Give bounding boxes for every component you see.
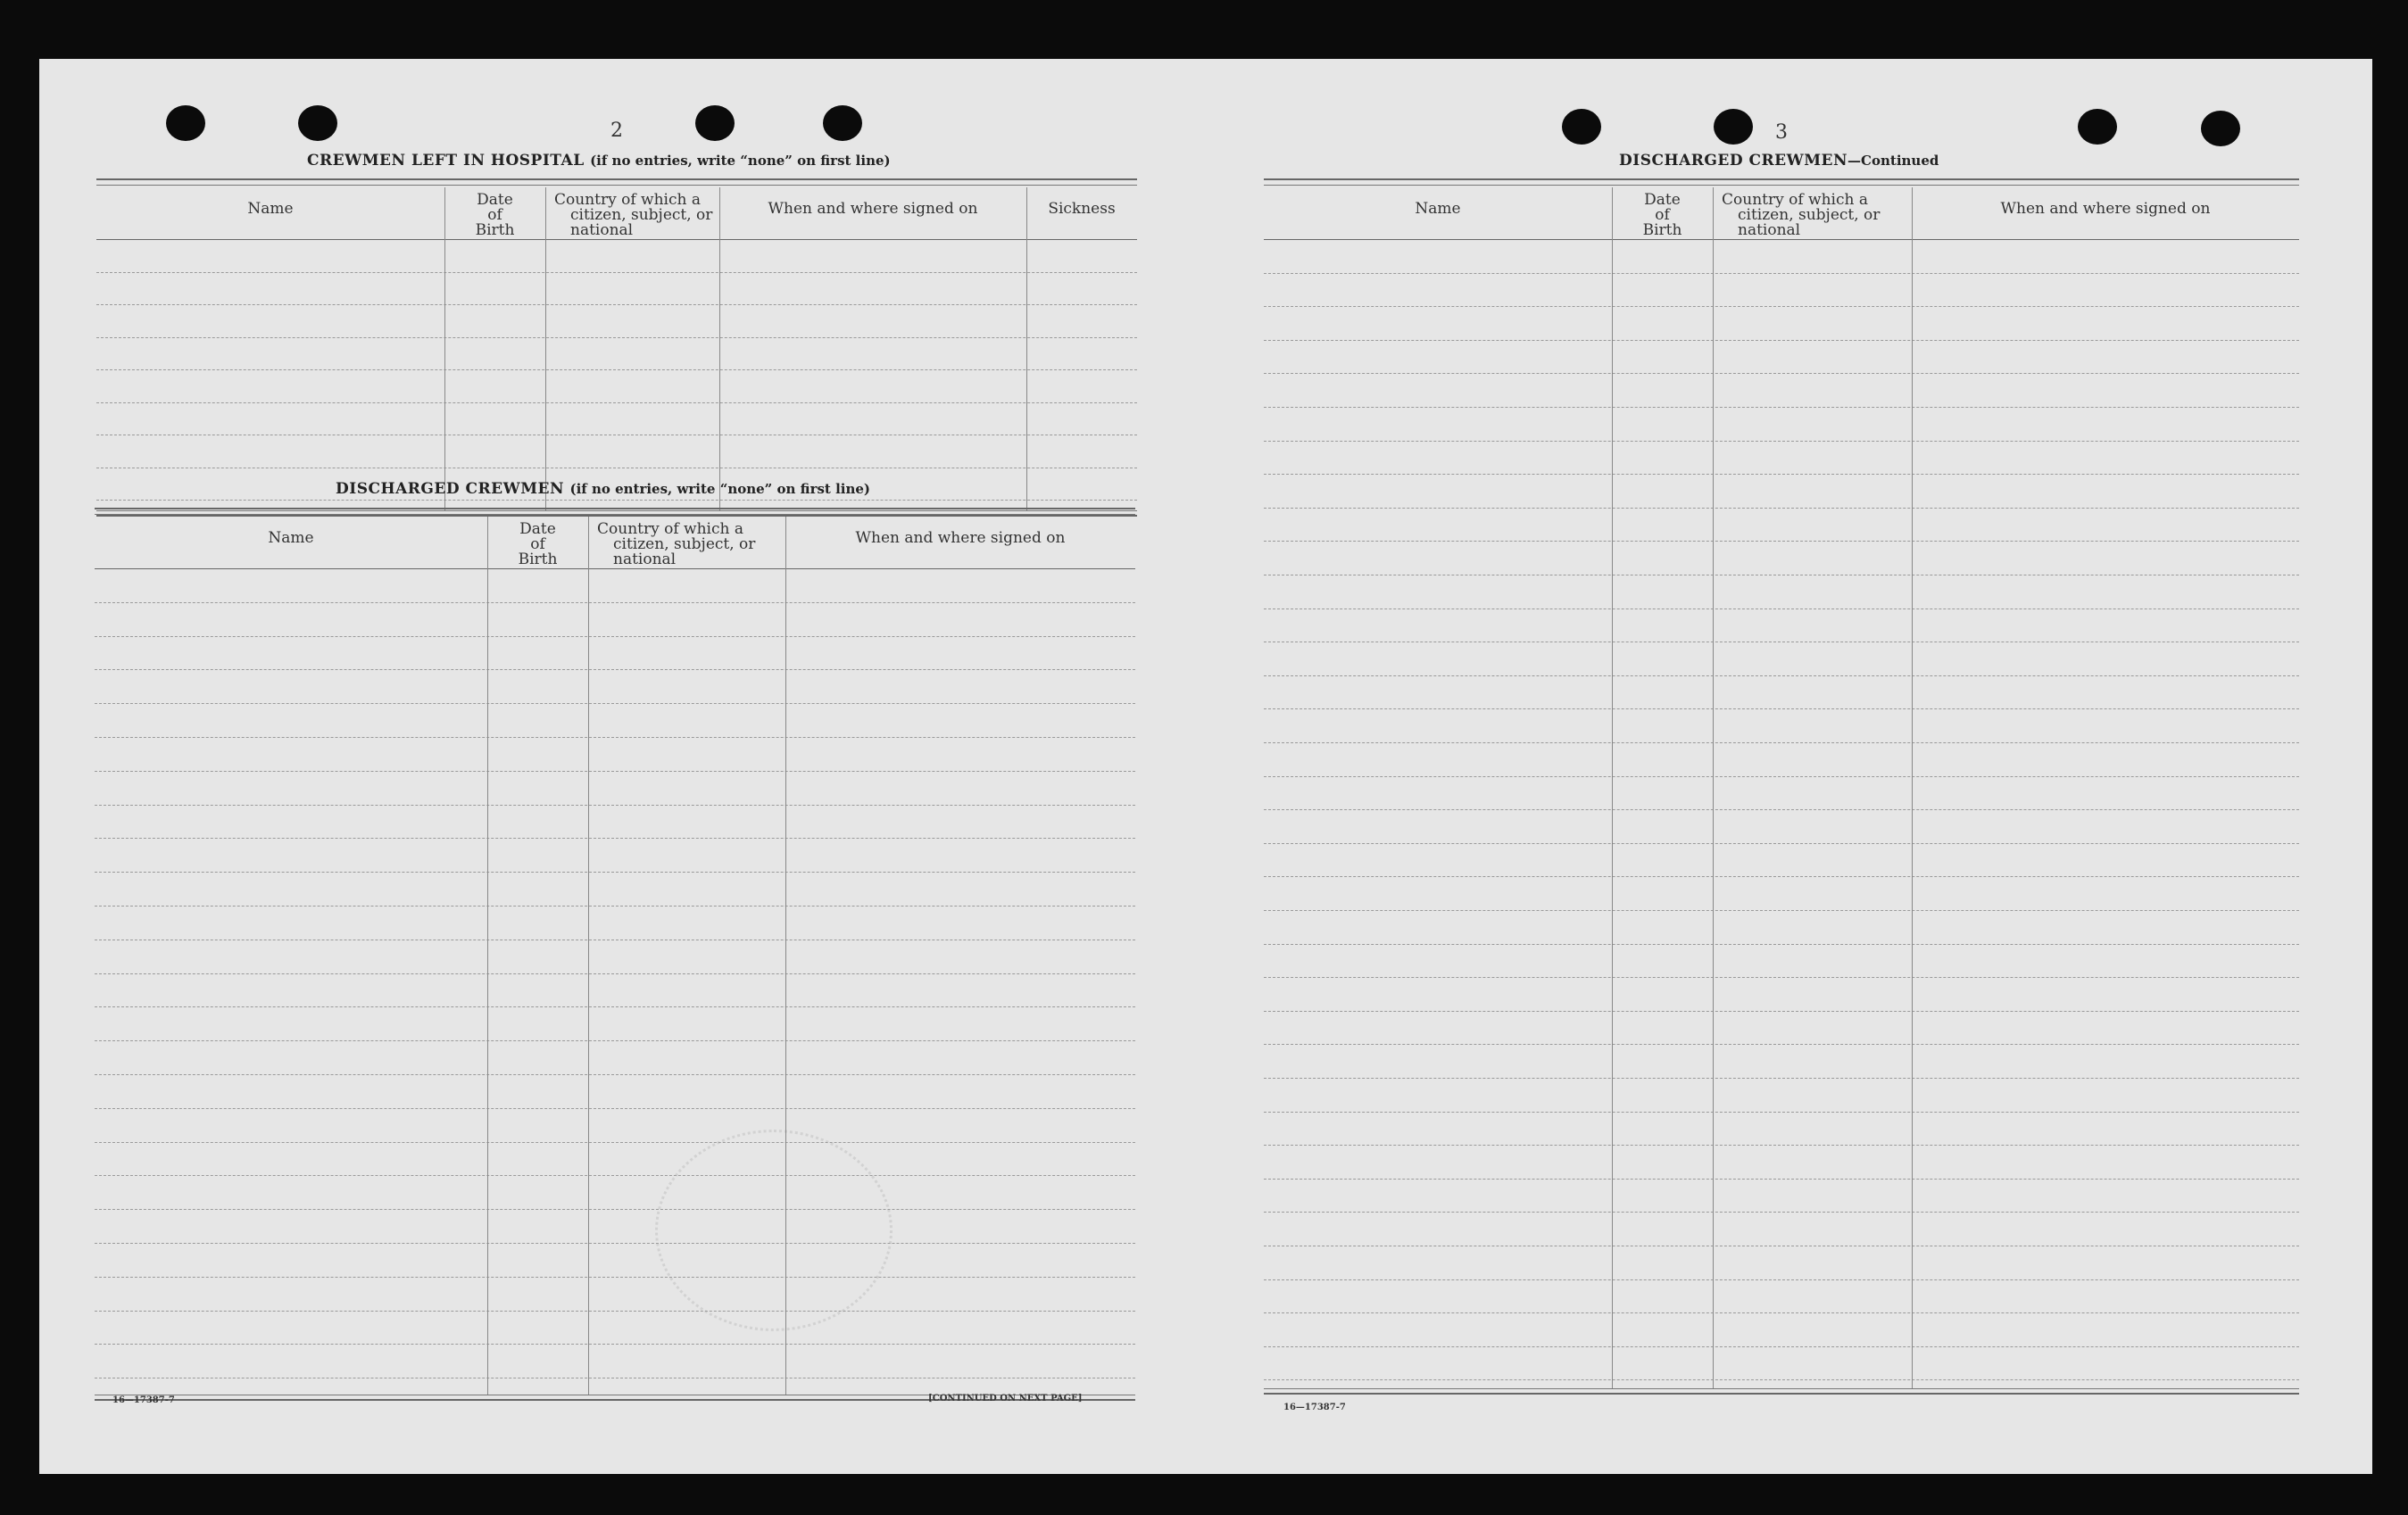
table-row [96,500,1137,501]
header-rule [1264,239,2299,240]
table-row [95,1074,1135,1075]
discharged-continued-suffix: —Continued [1848,153,1939,169]
signed-on-column-header: When and where signed on [2000,200,2211,218]
table-row [95,1277,1135,1278]
table-row [1264,608,2299,609]
column-divider [1026,187,1027,510]
country-column-header: Country of which a citizen, subject, or national [1722,191,1881,239]
table-row [95,1243,1135,1244]
date-of-birth-column-header: Date of Birth [518,520,558,568]
table-row [1264,944,2299,945]
punch-hole [166,105,205,141]
punch-hole [1714,109,1753,145]
table-row [1264,273,2299,274]
table-row [1264,1346,2299,1347]
table-row [1264,1212,2299,1213]
column-divider [1713,187,1714,1388]
table-row [95,771,1135,772]
discharged-section-title [336,480,870,498]
form-number-right: 16—17387-7 [1283,1403,1346,1412]
hospital-table [96,178,1137,516]
punch-hole [1562,109,1601,145]
punch-hole [823,105,862,141]
table-row [95,1040,1135,1041]
table-row [1264,977,2299,978]
table-row [1264,441,2299,442]
date-of-birth-column-header: Date of Birth [1642,191,1682,239]
table-row [1264,742,2299,743]
table-row [95,1209,1135,1210]
table-row [1264,708,2299,709]
table-row [96,337,1137,338]
table-row [1264,910,2299,911]
page-number-left: 2 [610,120,623,142]
signed-on-column-header: When and where signed on [855,529,1066,547]
table-row [1264,1145,2299,1146]
table-top-rule [95,508,1135,515]
punch-hole [298,105,337,141]
table-row [95,906,1135,907]
table-row [1264,306,2299,307]
punch-hole [2078,109,2117,145]
table-row [95,1175,1135,1176]
table-row [1264,1112,2299,1113]
table-row [1264,1179,2299,1180]
table-row [1264,1011,2299,1012]
discharged-continued-text: DISCHARGED CREWMEN [1619,152,1848,170]
table-row [95,1344,1135,1345]
country-column-header: Country of which a citizen, subject, or national [554,191,713,239]
signed-on-column-header: When and where signed on [768,200,978,218]
table-row [1264,1312,2299,1313]
column-divider [719,187,720,510]
table-row [95,1142,1135,1143]
table-top-rule [1264,178,2299,186]
hospital-section-title [307,152,891,170]
page-number-right: 3 [1775,121,1788,144]
table-row [95,669,1135,670]
table-row [1264,1279,2299,1280]
form-number-left: 16—17387-7 [112,1395,175,1405]
table-row [96,304,1137,305]
name-column-header: Name [247,200,294,218]
table-row [95,838,1135,839]
column-divider [1612,187,1613,1388]
table-bottom-rule [1264,1388,2299,1395]
table-row [96,272,1137,273]
table-row [95,636,1135,637]
table-row [95,1311,1135,1312]
name-column-header: Name [1415,200,1461,218]
column-divider [785,517,786,1395]
column-divider [487,517,488,1395]
table-row [1264,373,2299,374]
column-divider [588,517,589,1395]
table-row [1264,340,2299,341]
table-row [1264,508,2299,509]
punch-hole [2201,111,2240,146]
table-row [95,1006,1135,1007]
hospital-title-text: CREWMEN LEFT IN HOSPITAL [307,152,585,170]
table-row [1264,474,2299,475]
continued-note: [CONTINUED ON NEXT PAGE] [928,1394,1083,1403]
sickness-column-header: Sickness [1048,200,1116,218]
name-column-header: Name [268,529,314,547]
table-row [1264,541,2299,542]
table-row [1264,843,2299,844]
table-row [1264,1078,2299,1079]
discharged-title-text: DISCHARGED CREWMEN [336,480,565,498]
table-row [1264,776,2299,777]
header-rule [95,568,1135,569]
table-row [1264,1044,2299,1045]
country-column-header: Country of which a citizen, subject, or national [597,520,756,568]
header-rule [96,239,1137,240]
table-row [1264,809,2299,810]
table-row [1264,1379,2299,1380]
table-top-rule [96,178,1137,186]
table-row [95,1108,1135,1109]
discharged-continued-title [1619,152,1939,170]
punch-hole [695,105,735,141]
column-divider [545,187,546,510]
discharged-table [95,508,1135,1400]
hospital-title-note: (if no entries, write “none” on first line) [590,153,891,169]
table-row [96,369,1137,370]
table-row [95,737,1135,738]
table-row [95,602,1135,603]
table-row [96,402,1137,403]
form-sheet [39,59,2372,1474]
table-row [95,973,1135,974]
table-row [1264,675,2299,676]
discharged-continued-table [1264,178,2299,1394]
discharged-title-note: (if no entries, write “none” on first line) [569,481,871,497]
table-row [1264,407,2299,408]
column-divider [444,187,445,510]
table-row [95,703,1135,704]
table-row [1264,876,2299,877]
column-divider [1912,187,1913,1388]
date-of-birth-column-header: Date of Birth [475,191,515,239]
table-row [95,872,1135,873]
table-row [95,805,1135,806]
